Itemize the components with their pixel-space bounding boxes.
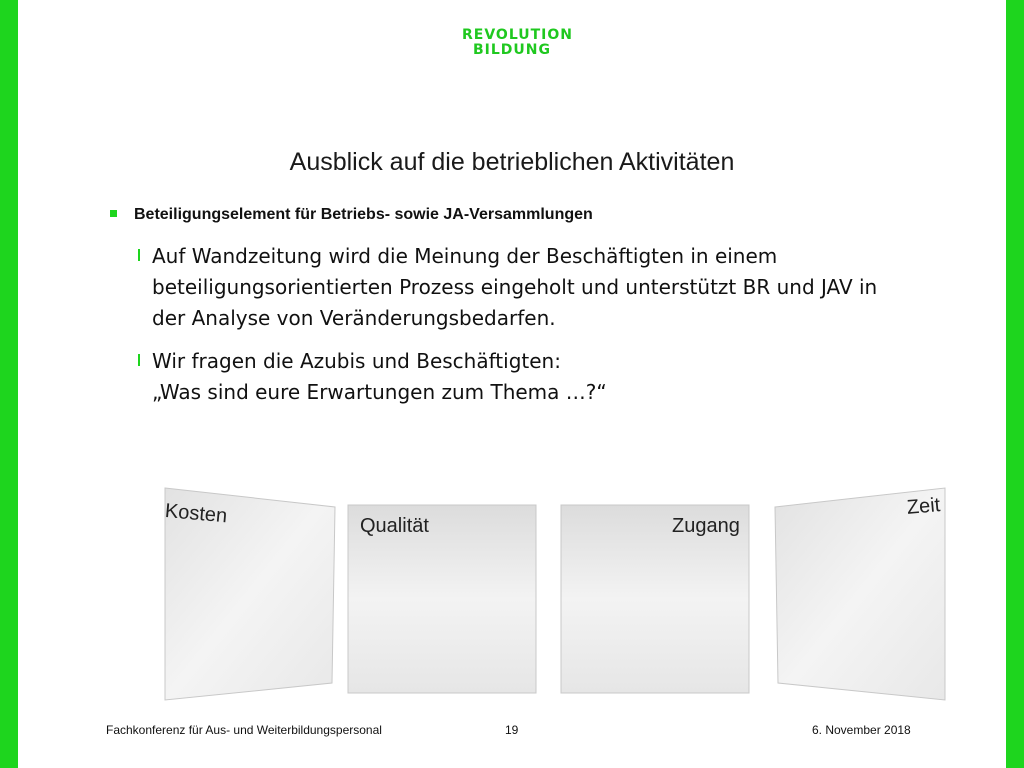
sub-bullet-marker-icon <box>138 354 140 366</box>
panel-label-zeit: Zeit <box>906 494 942 519</box>
right-green-border <box>1006 0 1024 768</box>
sub-bullet-1 <box>138 241 938 334</box>
main-bullet <box>110 206 593 224</box>
panel-label-zugang: Zugang <box>672 515 740 537</box>
sub-bullet-marker-icon <box>138 249 140 261</box>
square-bullet-icon <box>110 210 117 217</box>
footer-date: 6. November 2018 <box>812 723 911 737</box>
left-green-border <box>0 0 18 768</box>
sub-bullet-text: Auf Wandzeitung wird die Meinung der Beschäftigten in einem beteiligungsorientierten Prozess eingeholt und unterstützt BR und JAV in der Analyse von Veränderungsbedarfen. <box>152 244 878 330</box>
main-bullet-text: Beteiligungselement für Betriebs- sowie JA-Versammlungen <box>134 206 593 223</box>
slide-title: Ausblick auf die betrieblichen Aktivitäten <box>289 148 735 176</box>
panel-zeit <box>775 488 945 700</box>
logo-line-2: BILDUNG <box>473 42 551 58</box>
panel-label-qualitaet: Qualität <box>360 515 429 537</box>
footer-page-number: 19 <box>505 723 519 737</box>
sub-bullet-text: Wir fragen die Azubis und Beschäftigten: „Was sind eure Erwartungen zum Thema …?“ <box>152 349 607 404</box>
footer-left-text: Fachkonferenz für Aus- und Weiterbildungspersonal <box>106 723 382 737</box>
panel-group <box>160 485 950 705</box>
logo <box>462 27 574 58</box>
sub-bullet-2 <box>138 346 938 408</box>
logo-line-1: REVOLUTION <box>462 27 574 43</box>
panel-label-kosten: Kosten <box>164 500 229 528</box>
panels-graphic <box>160 485 950 705</box>
